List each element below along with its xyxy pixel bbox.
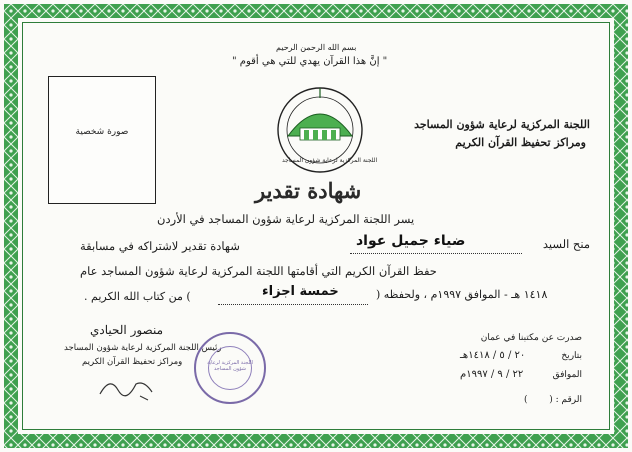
stamp-text: اللجنة المركزية لرعاية شؤون المساجد <box>207 360 253 372</box>
recipient-name: ضياء جميل عواد <box>356 233 466 249</box>
issuer-line-2: ومراكز تحفيظ القرآن الكريم <box>455 136 586 149</box>
bismillah: بسم الله الرحمن الرحيم <box>276 43 357 52</box>
issued-place: صدرت عن مكتبنا في عمان <box>480 333 582 343</box>
certificate-title: شهادة تقدير <box>255 178 362 203</box>
date-hijri: ٢٠ / ٥ / ١٤١٨هـ <box>460 350 526 361</box>
date-gregorian: ٢٢ / ٩ / ١٩٩٧م <box>460 369 524 380</box>
signatory-title-1: رئيس اللجنة المركزية لرعاية شؤون المساجد <box>64 343 222 353</box>
certificate-line-1: شهادة تقدير لاشتراكه في مسابقة <box>80 239 240 253</box>
photo-placeholder <box>48 76 156 204</box>
granted-label: منح السيد <box>542 237 590 251</box>
agreeing-label: الموافق <box>552 370 582 380</box>
issuer-line-1: اللجنة المركزية لرعاية شؤون المساجد <box>414 118 590 131</box>
recipient-dotted-line <box>350 253 522 254</box>
handwritten-signature <box>96 370 160 404</box>
amount-dotted-line <box>218 304 368 305</box>
certificate-line-3-end: ) من كتاب الله الكريم . <box>84 290 191 303</box>
photo-label: صورة شخصية <box>75 127 129 137</box>
quran-verse: " إنَّ هذا القرآن يهدي للتي هي أقوم " <box>232 56 388 67</box>
reference-label: الرقم : ( <box>549 395 582 405</box>
date-label: بتاريخ <box>561 351 582 361</box>
signatory-name: منصور الحيادي <box>90 323 164 337</box>
signatory-title-2: ومراكز تحفيظ القرآن الكريم <box>82 357 183 367</box>
intro-line: يسر اللجنة المركزية لرعاية شؤون المساجد في الأردن <box>157 212 415 226</box>
official-stamp <box>194 332 266 404</box>
certificate-line-2: حفظ القرآن الكريم التي أقامتها اللجنة المركزية لرعاية شؤون المساجد عام <box>80 264 437 278</box>
year-line: ١٤١٨ هـ - الموافق ١٩٩٧م ، ولحفظه ( <box>376 288 548 301</box>
logo-caption: اللجنة المركزية لرعاية شؤون المساجد <box>282 157 378 164</box>
memorized-amount: خمسة اجزاء <box>262 284 339 299</box>
reference-close: ) <box>524 395 528 405</box>
